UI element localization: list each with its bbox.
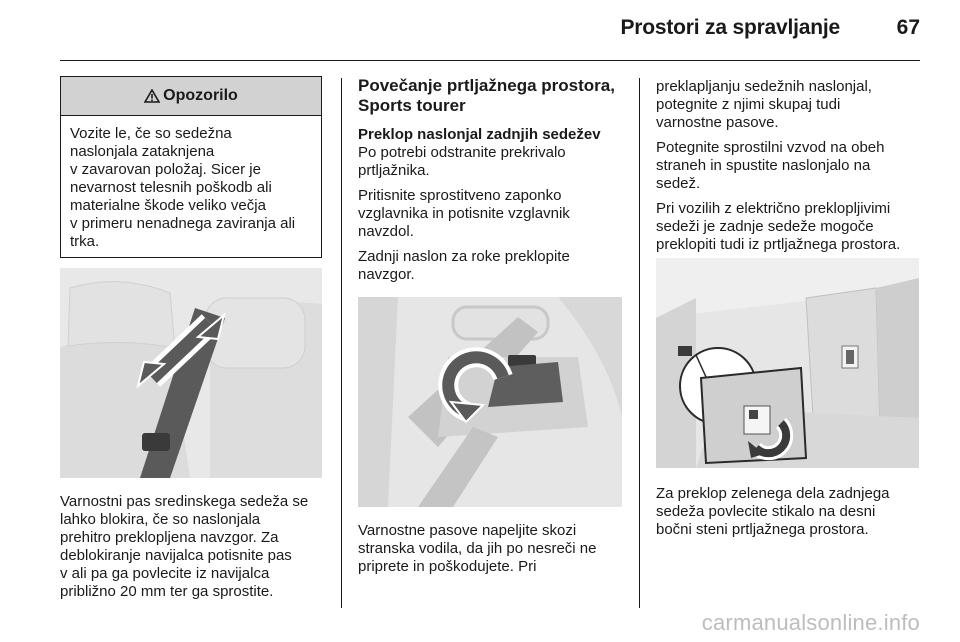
text-line: preklapljanju sedežnih naslonjal,: [656, 78, 872, 95]
text-line: sedež.: [656, 175, 701, 192]
text-line: Pri vozilih z električno preklopljivimi: [656, 200, 891, 217]
caption-line: Varnostni pas sredinskega sedeža se: [60, 493, 309, 510]
page-number: 67: [896, 16, 920, 39]
header-divider: [60, 60, 920, 61]
text-line: straneh in spustite naslonjalo na: [656, 157, 871, 174]
text-line: preklopiti tudi iz prtljažnega prostora.: [656, 236, 901, 253]
warning-line: trka.: [70, 233, 100, 250]
caption-line: Varnostne pasove napeljite skozi: [358, 522, 577, 539]
caption-line: deblokiranje navijalca potisnite pas: [60, 547, 292, 564]
text-line: Zadnji naslon za roke preklopite: [358, 248, 570, 265]
headrest-illustration: [358, 297, 622, 507]
paragraph: [656, 139, 926, 193]
paragraph: [656, 78, 926, 132]
col3-text: [656, 78, 926, 261]
column-divider-1: [341, 78, 342, 608]
warning-header: [61, 77, 321, 116]
caption-line: Za preklop zelenega dela zadnjega: [656, 485, 890, 502]
text-line: navzgor.: [358, 266, 415, 283]
text-line: Po potrebi odstranite prekrivalo: [358, 144, 566, 161]
text-line: sedeži je zadnje sedeže mogoče: [656, 218, 874, 235]
warning-title: Opozorilo: [163, 87, 238, 104]
paragraph: [656, 200, 926, 254]
text-line: Potegnite sprostilni vzvod na obeh: [656, 139, 885, 156]
section-title-line: Povečanje prtljažnega prostora,: [358, 76, 615, 95]
warning-text: [61, 116, 321, 251]
warning-triangle-icon: [144, 89, 160, 103]
watermark: carmanualsonline.info: [701, 610, 920, 635]
text-line: potegnite z njimi skupaj tudi: [656, 96, 841, 113]
warning-line: nevarnost telesnih poškodb ali: [70, 179, 272, 196]
subheading: Preklop naslonjal zadnjih sedežev: [358, 126, 601, 143]
caption-line: bočni steni prtljažnega prostora.: [656, 521, 869, 538]
caption-line: prehitro preklopljena navzgor. Za: [60, 529, 279, 546]
section-title: [358, 76, 628, 116]
paragraph: [358, 248, 628, 284]
seatbelt-illustration: [60, 268, 322, 478]
warning-line: v primeru nenadnega zaviranja ali: [70, 215, 296, 232]
cargo-switch-illustration: [656, 258, 919, 468]
caption-line: sedeža povlecite stikalo na desni: [656, 503, 876, 520]
col2-text: [358, 76, 628, 291]
caption-line: priprete in poškodujete. Pri: [358, 558, 537, 575]
text-line: prtljažnika.: [358, 162, 430, 179]
paragraph: [358, 187, 628, 241]
caption-line: lahko blokira, če so naslonjala: [60, 511, 261, 528]
warning-line: v zavarovan položaj. Sicer je: [70, 161, 261, 178]
warning-line: naslonjala zataknjena: [70, 143, 215, 160]
column-divider-2: [639, 78, 640, 608]
caption-line: v ali pa ga povlecite iz navijalca: [60, 565, 270, 582]
caption-line: stranska vodila, da jih po nesreči ne: [358, 540, 597, 557]
caption-line: približno 20 mm ter ga sprostite.: [60, 583, 274, 600]
col2-caption: [358, 522, 628, 576]
section-title-line: Sports tourer: [358, 96, 466, 115]
page-header-title: Prostori za spravljanje: [620, 16, 840, 39]
warning-box: [60, 76, 322, 258]
warning-line: Vozite le, če so sedežna: [70, 125, 232, 142]
text-line: navzdol.: [358, 223, 414, 240]
text-line: vzglavnika in potisnite vzglavnik: [358, 205, 570, 222]
paragraph: [358, 144, 628, 180]
col3-caption: [656, 485, 926, 539]
text-line: varnostne pasove.: [656, 114, 779, 131]
text-line: Pritisnite sprostitveno zaponko: [358, 187, 562, 204]
warning-line: materialne škode veliko večja: [70, 197, 266, 214]
col1-caption: [60, 493, 330, 601]
